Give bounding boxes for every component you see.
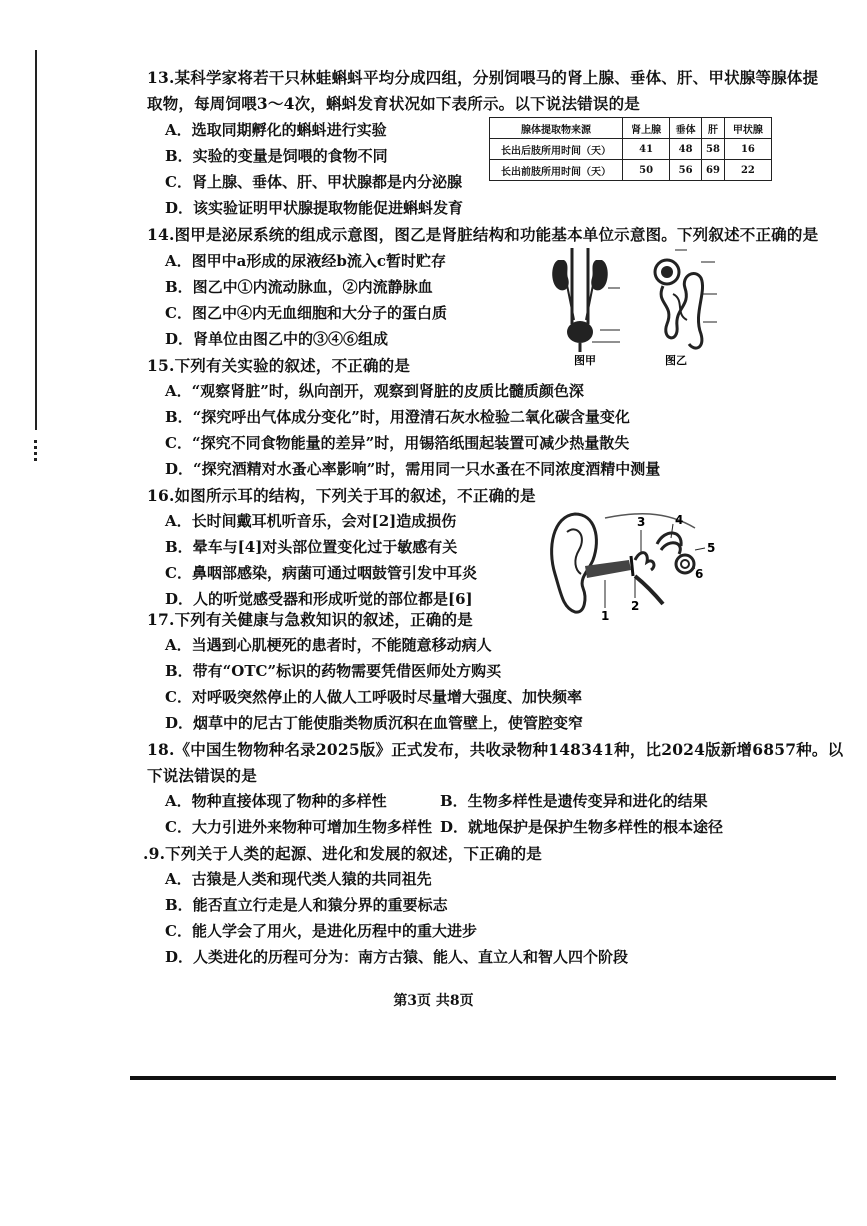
- bladder: [567, 321, 593, 343]
- ear-label-2: 2: [631, 599, 640, 613]
- ear-label-3: 3: [637, 515, 646, 529]
- q13-data-table: [489, 117, 772, 181]
- q19-option-c: C．能人学会了用火，是进化历程中的重大进步: [165, 922, 477, 940]
- ossicles: [635, 553, 654, 570]
- q15-option-b: B．“探究呼出气体成分变化”时，用澄清石灰水检验二氧化碳含量变化: [165, 408, 630, 426]
- q17-option-d: D．烟草中的尼古丁能使脂类物质沉积在血管壁上，使管腔变窄: [165, 714, 584, 732]
- q13-option-b: B．实验的变量是饲喂的食物不同: [165, 147, 388, 165]
- table-cell: 69: [702, 160, 725, 181]
- urinary-system-diagram: [548, 244, 624, 366]
- q17-option-c: C．对呼吸突然停止的人做人工呼吸时尽量增大强度、加快频率: [165, 688, 582, 706]
- q14-option-d: D．肾单位由图乙中的③④⑥组成: [165, 330, 389, 348]
- ear-label-5: 5: [707, 541, 716, 555]
- q16-option-c: C．鼻咽部感染，病菌可通过咽鼓管引发中耳炎: [165, 564, 477, 582]
- bottom-rule: [130, 1076, 836, 1080]
- table-row: [490, 160, 772, 181]
- q19-option-a: A．古猿是人类和现代类人猿的共同祖先: [165, 870, 432, 888]
- q14-option-b: B．图乙中①内流动脉血，②内流静脉血: [165, 278, 433, 296]
- table-cell: 22: [724, 160, 771, 181]
- table-row: [490, 139, 772, 160]
- table-cell: 长出后肢所用时间（天）: [490, 139, 623, 160]
- q16-stem: 16.如图所示耳的结构，下列关于耳的叙述，不正确的是: [147, 486, 536, 505]
- q15-option-d: D．“探究酒精对水蚤心率影响”时，需用同一只水蚤在不同浓度酒精中测量: [165, 460, 661, 478]
- page-number-footer: 第3页 共8页: [393, 993, 474, 1009]
- q13-option-d: D．该实验证明甲状腺提取物能促进蝌蚪发育: [165, 199, 464, 217]
- q18-stem-line1: 18.《中国生物物种名录2025版》正式发布，共收录物种148341种，比2024版新增6857种。以: [147, 740, 844, 759]
- q14-option-a: A．图甲中a形成的尿液经b流入c暂时贮存: [165, 252, 446, 270]
- q19-stem: .9.下列关于人类的起源、进化和发展的叙述，下正确的是: [143, 844, 542, 863]
- q13-option-c: C．肾上腺、垂体、肝、甲状腺都是内分泌腺: [165, 173, 462, 191]
- table-header-row: [490, 118, 772, 139]
- ear-label-6: 6: [695, 567, 704, 581]
- q16-option-a: A．长时间戴耳机听音乐，会对[2]造成损伤: [165, 512, 457, 530]
- table-header-cell: 腺体提取物来源: [490, 118, 623, 139]
- ear-label-4: 4: [675, 513, 684, 527]
- table-cell: 58: [702, 139, 725, 160]
- q15-option-c: C．“探究不同食物能量的差异”时，用锡箔纸围起装置可减少热量散失: [165, 434, 630, 452]
- q14-stem: 14.图甲是泌尿系统的组成示意图，图乙是肾脏结构和功能基本单位示意图。下列叙述不正确的是: [147, 225, 819, 244]
- q15-stem: 15.下列有关实验的叙述，不正确的是: [147, 356, 411, 375]
- table-cell: 16: [724, 139, 771, 160]
- q19-option-b: B．能否直立行走是人和猿分界的重要标志: [165, 896, 448, 914]
- q19-option-d: D．人类进化的历程可分为：南方古猿、能人、直立人和智人四个阶段: [165, 948, 629, 966]
- q18-stem-line2: 下说法错误的是: [147, 766, 257, 785]
- q17-stem: 17.下列有关健康与急救知识的叙述，正确的是: [147, 610, 473, 629]
- q18-option-a: A．物种直接体现了物种的多样性: [165, 792, 387, 810]
- q14-option-c: C．图乙中④内无血细胞和大分子的蛋白质: [165, 304, 447, 322]
- fig-jia-caption: 图甲: [574, 354, 596, 366]
- q17-option-b: B．带有“OTC”标识的药物需要凭借医师处方购买: [165, 662, 502, 680]
- q15-option-a: A．“观察肾脏”时，纵向剖开，观察到肾脏的皮质比髓质颜色深: [165, 382, 584, 400]
- table-header-cell: 肾上腺: [623, 118, 670, 139]
- table-cell: 41: [623, 139, 670, 160]
- q16-option-b: B．晕车与[4]对头部位置变化过于敏感有关: [165, 538, 458, 556]
- ear-label-1: 1: [601, 609, 610, 623]
- q16-option-d: D．人的听觉感受器和形成听觉的部位都是[6]: [165, 590, 473, 608]
- table-cell: 50: [623, 160, 670, 181]
- q18-option-c: C．大力引进外来物种可增加生物多样性: [165, 818, 432, 836]
- table-cell: 48: [670, 139, 702, 160]
- q18-option-b: B．生物多样性是遗传变异和进化的结果: [440, 792, 708, 810]
- table-header-cell: 甲状腺: [724, 118, 771, 139]
- table-header-cell: 肝: [702, 118, 725, 139]
- q18-option-d: D．就地保护是保护生物多样性的根本途径: [440, 818, 724, 836]
- binding-margin-line: [35, 50, 37, 430]
- fig-yi-caption: 图乙: [665, 354, 687, 366]
- table-cell: 56: [670, 160, 702, 181]
- ear-structure-diagram: [545, 508, 725, 624]
- semicircular-canals: [657, 533, 681, 554]
- table-header-cell: 垂体: [670, 118, 702, 139]
- table-cell: 长出前肢所用时间（天）: [490, 160, 623, 181]
- q13-stem-line1: 13.某科学家将若干只林蛙蝌蚪平均分成四组，分别饲喂马的肾上腺、垂体、肝、甲状腺等腺体提: [147, 68, 819, 87]
- binding-margin-dots: [34, 440, 37, 462]
- nephron-diagram: [645, 244, 721, 366]
- q13-option-a: A．选取同期孵化的蝌蚪进行实验: [165, 121, 387, 139]
- eardrum: [631, 556, 633, 576]
- q17-option-a: A．当遇到心肌梗死的患者时，不能随意移动病人: [165, 636, 492, 654]
- q13-stem-line2: 取物，每周饲喂3～4次，蝌蚪发育状况如下表所示。以下说法错误的是: [147, 94, 640, 113]
